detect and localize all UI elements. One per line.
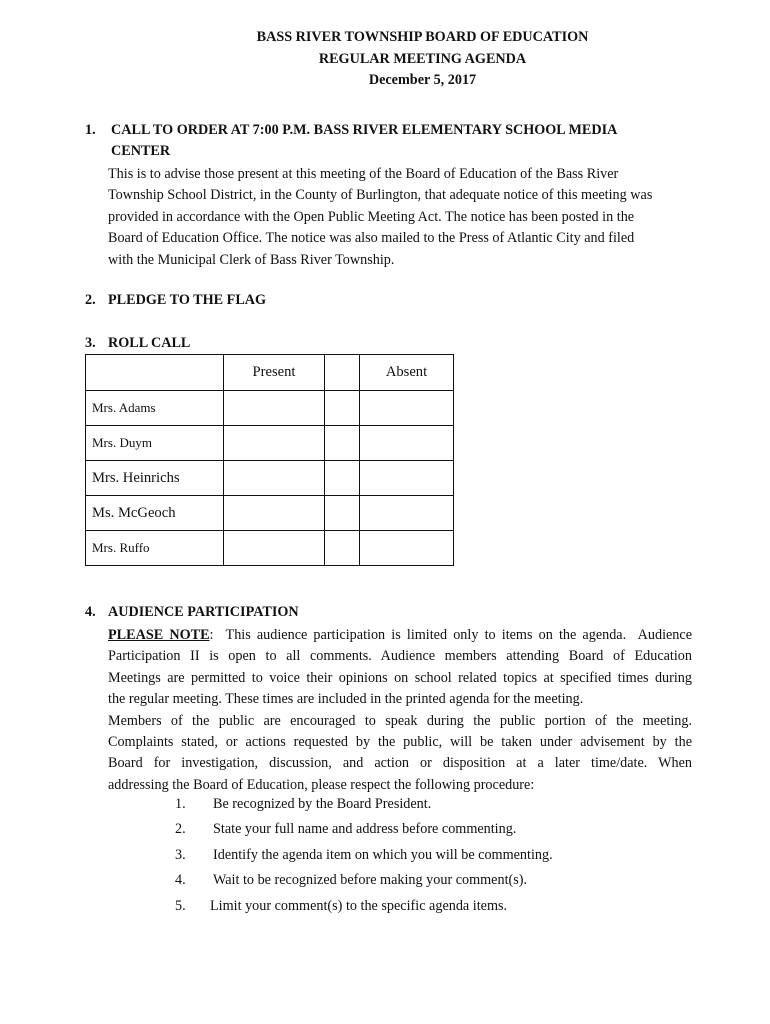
absent-cell xyxy=(360,426,454,461)
present-cell xyxy=(224,391,325,426)
section-2-title: PLEDGE TO THE FLAG xyxy=(108,292,267,308)
absent-cell xyxy=(360,461,454,496)
present-cell xyxy=(224,496,325,531)
notice-line: Township School District, in the County of Burlington, that adequate notice of this meeting was xyxy=(108,187,653,204)
member-name: Mrs. Ruffo xyxy=(86,531,224,566)
section-1-title-continued: CENTER xyxy=(111,143,171,159)
section-1-title: CALL TO ORDER AT 7:00 P.M. BASS RIVER ELEMENTARY SCHOOL MEDIA xyxy=(111,122,618,138)
table-row xyxy=(86,391,454,426)
notice-line: with the Municipal Clerk of Bass River Township. xyxy=(108,251,395,268)
section-2-number: 2. xyxy=(85,292,96,308)
present-cell xyxy=(224,531,325,566)
spacer-cell xyxy=(325,461,360,496)
procedure-number: 5. xyxy=(175,898,186,914)
public-line: Members of the public are encouraged to speak during the public portion of the meeting. xyxy=(108,712,692,729)
section-3-title: ROLL CALL xyxy=(108,335,191,351)
table-row xyxy=(86,531,454,566)
notice-line: provided in accordance with the Open Public Meeting Act. The notice has been posted in the xyxy=(108,208,635,225)
audience-participation-note xyxy=(108,625,692,796)
please-note-colon: : xyxy=(209,627,214,643)
procedure-text: State your full name and address before commenting. xyxy=(213,821,517,837)
spacer-cell xyxy=(325,391,360,426)
member-name: Mrs. Duym xyxy=(86,426,224,461)
spacer-cell xyxy=(325,496,360,531)
absent-header: Absent xyxy=(360,355,454,391)
meeting-date: December 5, 2017 xyxy=(368,72,477,88)
section-1-notice xyxy=(108,164,692,271)
table-row xyxy=(86,496,454,531)
absent-cell xyxy=(360,531,454,566)
please-note-label: PLEASE NOTE xyxy=(108,627,210,643)
procedure-text: Identify the agenda item on which you will be commenting. xyxy=(213,847,553,863)
table-row xyxy=(86,461,454,496)
public-line: Complaints stated, or actions requested by the public, will be taken under advisement by the xyxy=(108,734,692,751)
member-name: Mrs. Heinrichs xyxy=(86,461,224,496)
section-4-number: 4. xyxy=(85,604,96,620)
spacer-header-cell xyxy=(325,355,360,391)
procedure-number: 2. xyxy=(175,821,186,837)
note-line: Participation II is open to all comments. Audience members attending Board of Education xyxy=(108,648,692,665)
document-title: BASS RIVER TOWNSHIP BOARD OF EDUCATION xyxy=(256,29,589,45)
note-line: the regular meeting. These times are included in the printed agenda for the meeting. xyxy=(108,691,584,708)
absent-cell xyxy=(360,391,454,426)
section-4-title: AUDIENCE PARTICIPATION xyxy=(108,604,299,620)
procedure-text: Limit your comment(s) to the specific agenda items. xyxy=(210,898,508,914)
notice-line: Board of Education Office. The notice was also mailed to the Press of Atlantic City and filed xyxy=(108,230,635,247)
procedure-number: 4. xyxy=(175,872,186,888)
note-first-line xyxy=(108,625,692,646)
spacer-cell xyxy=(325,426,360,461)
notice-line: This is to advise those present at this meeting of the Board of Education of the Bass River xyxy=(108,166,619,182)
present-header: Present xyxy=(224,355,325,391)
section-1-number: 1. xyxy=(85,122,96,138)
spacer-cell xyxy=(325,531,360,566)
member-name: Mrs. Adams xyxy=(86,391,224,426)
public-line: addressing the Board of Education, please respect the following procedure: xyxy=(108,776,535,793)
present-cell xyxy=(224,426,325,461)
roll-call-table xyxy=(85,354,454,566)
document-subtitle: REGULAR MEETING AGENDA xyxy=(318,51,527,67)
procedure-number: 3. xyxy=(175,847,186,863)
procedure-number: 1. xyxy=(175,796,186,812)
section-3-number: 3. xyxy=(85,335,96,351)
present-cell xyxy=(224,461,325,496)
member-name: Ms. McGeoch xyxy=(86,496,224,531)
procedure-text: Wait to be recognized before making your comment(s). xyxy=(213,872,528,888)
table-header-row xyxy=(86,355,454,391)
member-header-cell xyxy=(86,355,224,391)
public-line: Board for investigation, discussion, and action or disposition at a later time/date. When xyxy=(108,755,692,772)
procedure-text: Be recognized by the Board President. xyxy=(213,796,432,812)
note-line: Meetings are permitted to voice their opinions on school related topics at specified times during xyxy=(108,669,692,686)
absent-cell xyxy=(360,496,454,531)
note-line-rest: This audience participation is limited only to items on the agenda. Audience xyxy=(213,627,692,643)
table-row xyxy=(86,426,454,461)
